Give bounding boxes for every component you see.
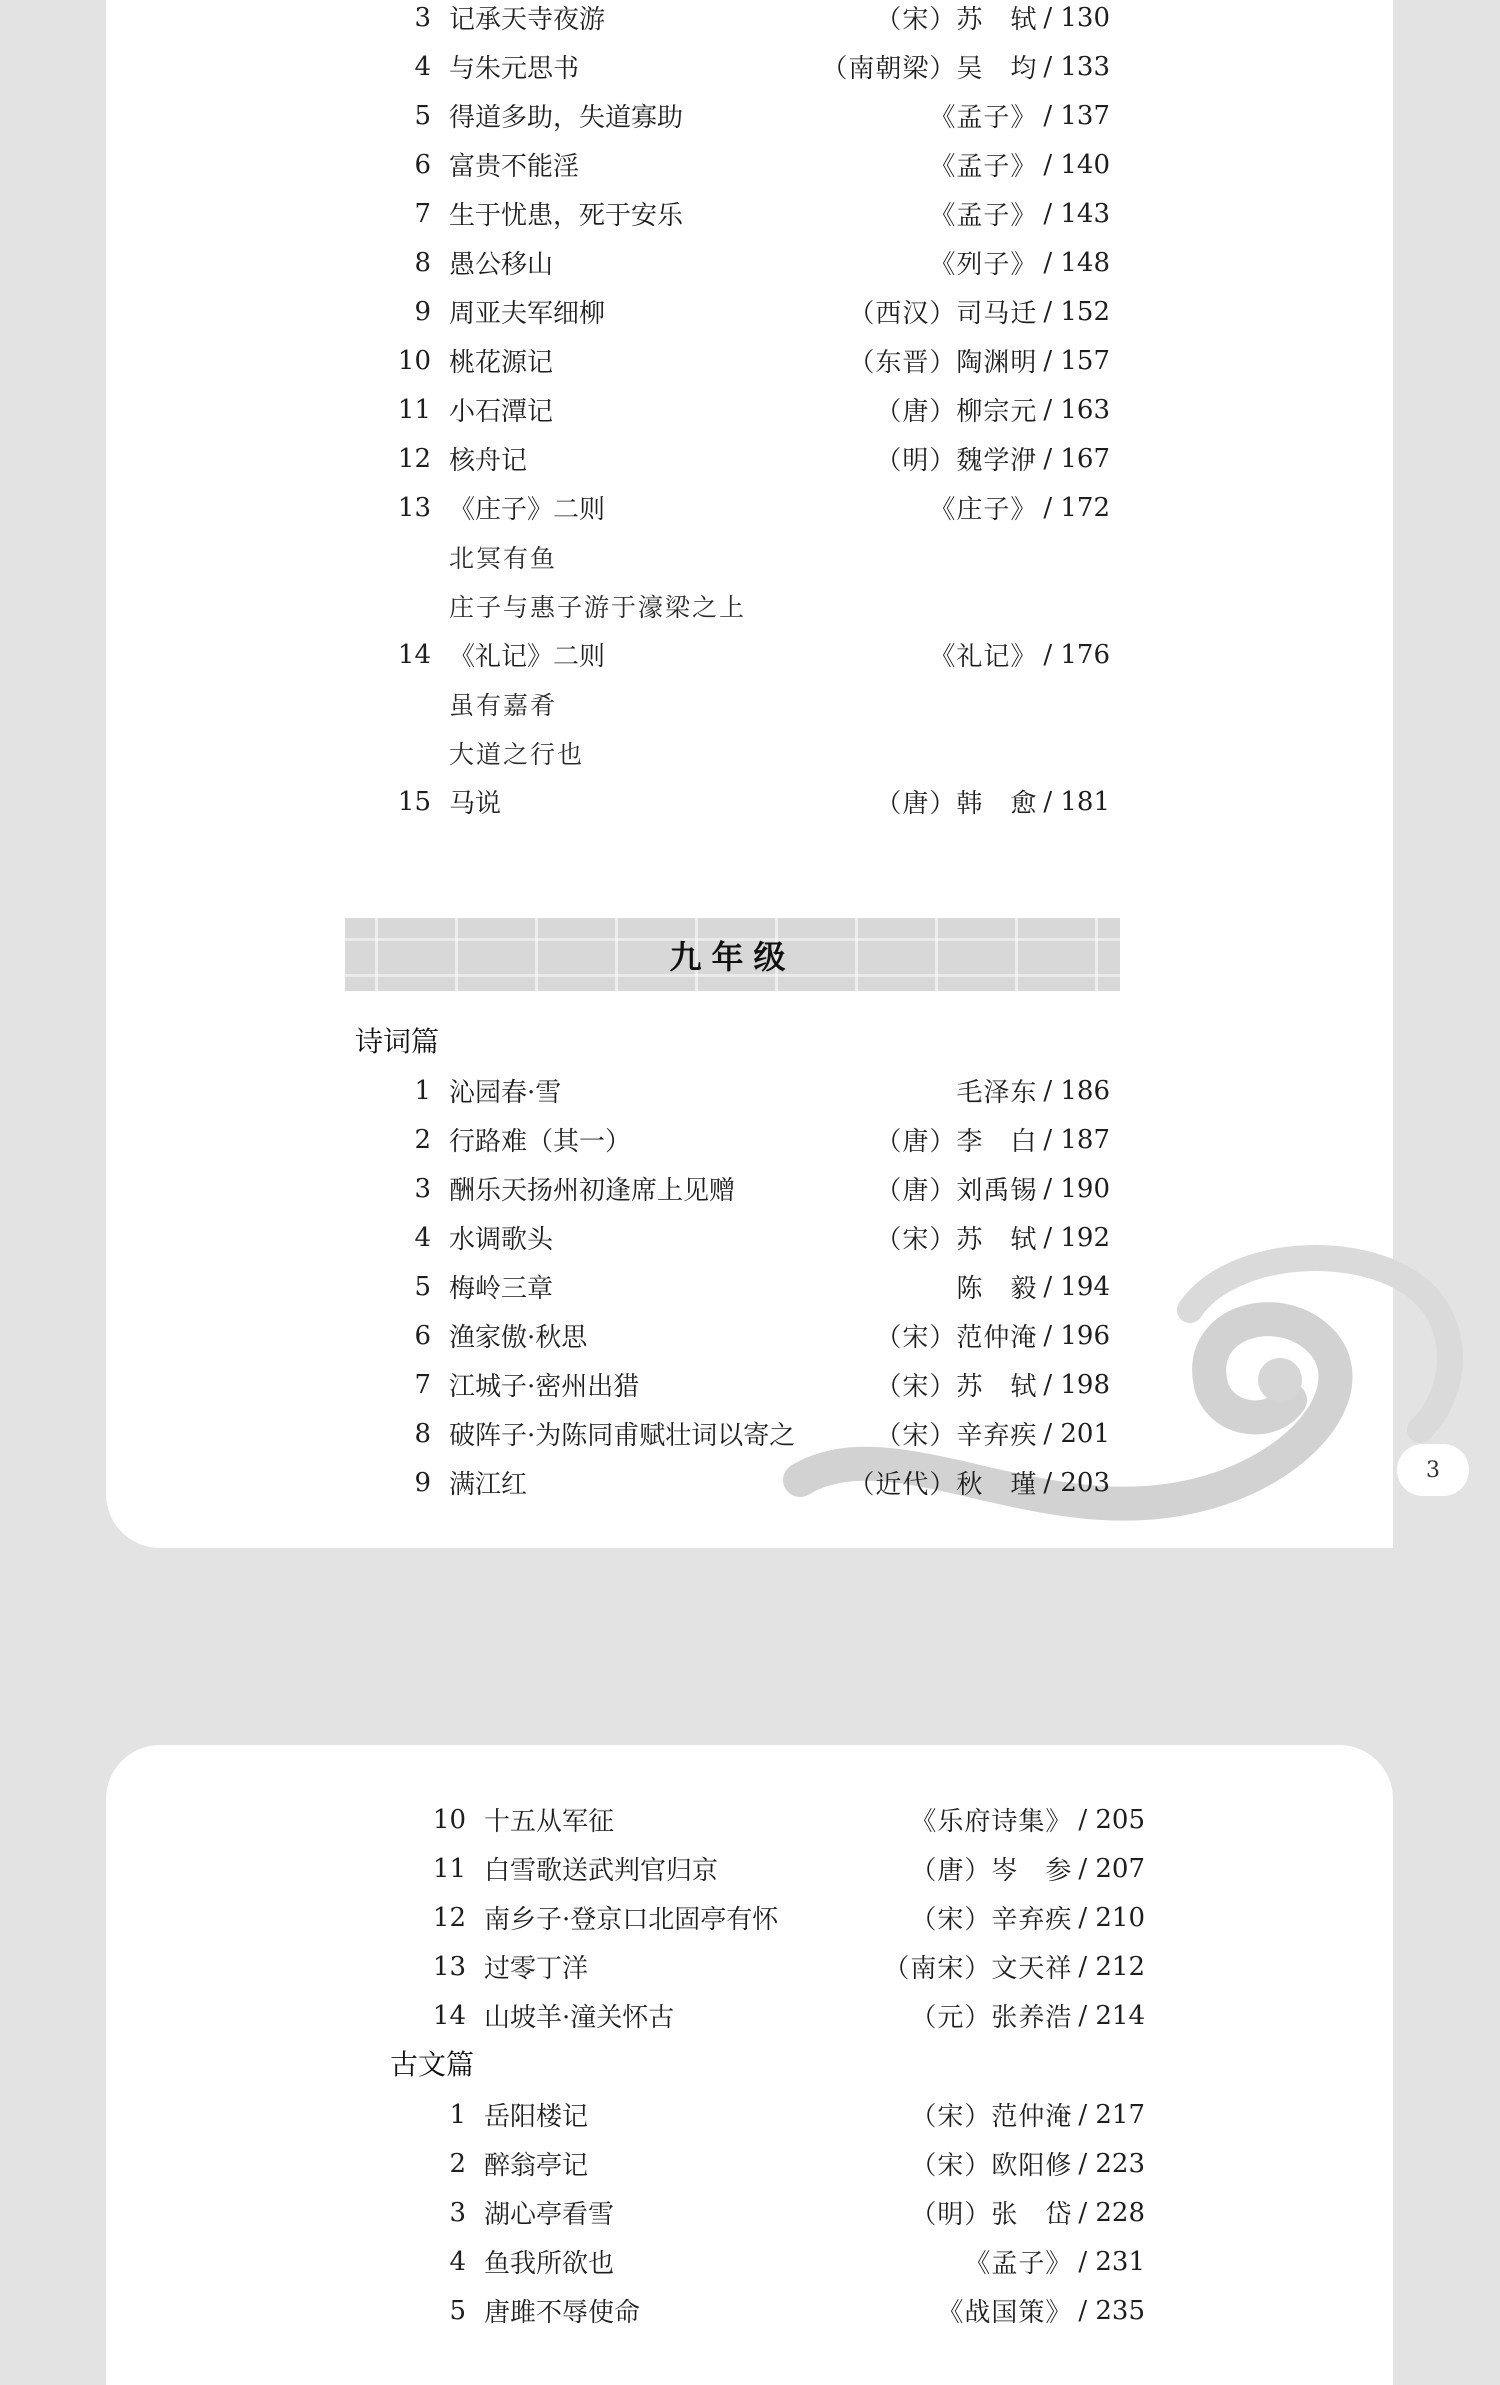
- entry-title: 生于忧患，死于安乐: [449, 201, 684, 231]
- entry-number: 14: [432, 2000, 466, 2031]
- entry-number: 13: [397, 492, 431, 523]
- entry-page: / 203: [1043, 1467, 1110, 1498]
- toc-entry[interactable]: [430, 1844, 1145, 1893]
- toc-entry[interactable]: [430, 2188, 1145, 2237]
- entry-title: 渔家傲·秋思: [449, 1323, 588, 1353]
- entry-author: （元）张养浩: [910, 2003, 1073, 2033]
- entry-title: 得道多助，失道寡助: [449, 103, 684, 133]
- leader-dots: [620, 2200, 904, 2226]
- entry-number: 13: [432, 1951, 466, 1982]
- entry-author: （宋）辛弃疾: [875, 1421, 1038, 1451]
- entry-page: / 140: [1043, 149, 1110, 180]
- entry-title: 过零丁洋: [484, 1954, 589, 1984]
- entry-number: 2: [449, 2148, 466, 2179]
- entry-page: / 133: [1043, 51, 1110, 82]
- entry-number: 10: [432, 1804, 466, 1835]
- entry-number: 1: [414, 1075, 431, 1106]
- entry-author: （唐）李 白: [875, 1127, 1038, 1157]
- entry-page: / 152: [1043, 296, 1110, 327]
- grade-banner-title: 九年级: [669, 937, 796, 976]
- entry-number: 8: [414, 247, 431, 278]
- leader-dots: [585, 54, 815, 80]
- entry-page: / 231: [1078, 2246, 1145, 2277]
- toc-sub-entry[interactable]: 北冥有鱼: [449, 543, 558, 573]
- entry-title: 酬乐天扬州初逢席上见赠: [449, 1176, 736, 1206]
- entry-page: / 148: [1043, 247, 1110, 278]
- entry-number: 1: [449, 2099, 466, 2130]
- entry-author: （西汉）司马迁: [848, 299, 1038, 329]
- leader-dots: [533, 1470, 842, 1496]
- entry-title: 山坡羊·潼关怀古: [484, 2003, 675, 2033]
- entry-page: / 157: [1043, 345, 1110, 376]
- leader-dots: [784, 1905, 904, 1931]
- entry-title: 水调歌头: [449, 1225, 554, 1255]
- entry-title: 十五从军征: [484, 1807, 615, 1837]
- entry-page: / 187: [1043, 1124, 1110, 1155]
- toc-entry[interactable]: [430, 1942, 1145, 1991]
- entry-title: 南乡子·登京口北固亭有怀: [484, 1905, 779, 1935]
- leader-dots: [620, 1807, 904, 1833]
- entry-author: 《孟子》: [929, 152, 1038, 182]
- entry-page: / 163: [1043, 394, 1110, 425]
- leader-dots: [620, 2249, 958, 2275]
- leader-dots: [559, 348, 842, 374]
- entry-number: 15: [397, 786, 431, 817]
- entry-number: 3: [414, 2, 431, 33]
- entry-title: 破阵子·为陈同甫赋壮词以寄之: [449, 1421, 796, 1451]
- toc-entry[interactable]: [395, 777, 1110, 826]
- toc-entry[interactable]: [395, 1409, 1110, 1458]
- toc-entry[interactable]: [395, 1066, 1110, 1115]
- toc-entry[interactable]: [430, 2139, 1145, 2188]
- entry-page: / 198: [1043, 1369, 1110, 1400]
- leader-dots: [724, 1856, 904, 1882]
- leader-dots: [593, 1323, 869, 1349]
- entry-number: 7: [414, 198, 431, 229]
- leader-dots: [611, 642, 923, 668]
- entry-author: 毛泽东: [956, 1078, 1038, 1108]
- entry-page: / 186: [1043, 1075, 1110, 1106]
- entry-author: （明）魏学洢: [875, 446, 1038, 476]
- entry-author: 《战国策》: [937, 2298, 1073, 2328]
- entry-page: / 143: [1043, 198, 1110, 229]
- toc-sub-entry[interactable]: 大道之行也: [449, 739, 585, 769]
- leader-dots: [611, 495, 923, 521]
- entry-author: （宋）苏 轼: [875, 1372, 1038, 1402]
- leader-dots: [741, 1176, 869, 1202]
- entry-number: 3: [414, 1173, 431, 1204]
- entry-author: 《庄子》: [929, 495, 1038, 525]
- leader-dots: [689, 201, 923, 227]
- toc-entry[interactable]: [395, 140, 1110, 189]
- toc-entry[interactable]: [395, 1164, 1110, 1213]
- page-number: 3: [1426, 1457, 1440, 1483]
- leader-dots: [646, 2298, 931, 2324]
- leader-dots: [611, 299, 842, 325]
- toc-entry[interactable]: [430, 1795, 1145, 1844]
- toc-entry[interactable]: [395, 434, 1110, 483]
- entry-number: 14: [397, 639, 431, 670]
- leader-dots: [801, 1421, 869, 1447]
- entry-number: 4: [414, 1222, 431, 1253]
- toc-entry[interactable]: [395, 1115, 1110, 1164]
- entry-title: 《庄子》二则: [449, 495, 606, 525]
- leader-dots: [611, 5, 869, 31]
- entry-title: 桃花源记: [449, 348, 554, 378]
- entry-title: 小石潭记: [449, 397, 554, 427]
- entry-title: 江城子·密州出猎: [449, 1372, 640, 1402]
- section-heading-poetry: 诗词篇: [355, 1025, 440, 1058]
- entry-title: 周亚夫军细柳: [449, 299, 606, 329]
- entry-title: 唐雎不辱使命: [484, 2298, 641, 2328]
- entry-title: 沁园春·雪: [449, 1078, 562, 1108]
- toc-entry[interactable]: [395, 336, 1110, 385]
- toc-list-poetry: [395, 1066, 1110, 1507]
- entry-number: 3: [449, 2197, 466, 2228]
- entry-author: 《乐府诗集》: [910, 1807, 1073, 1837]
- entry-page: / 137: [1043, 100, 1110, 131]
- entry-author: （唐）岑 参: [910, 1856, 1073, 1886]
- toc-entry[interactable]: [395, 189, 1110, 238]
- entry-number: 4: [414, 51, 431, 82]
- entry-title: 与朱元思书: [449, 54, 580, 84]
- entry-title: 满江红: [449, 1470, 528, 1500]
- toc-entry[interactable]: [395, 1360, 1110, 1409]
- entry-author: 《礼记》: [929, 642, 1038, 672]
- entry-number: 7: [414, 1369, 431, 1400]
- entry-author: 陈 毅: [956, 1274, 1038, 1304]
- entry-title: 行路难（其一）: [449, 1127, 632, 1157]
- toc-entry[interactable]: [395, 1458, 1110, 1507]
- entry-number: 2: [414, 1124, 431, 1155]
- entry-title: 愚公移山: [449, 250, 554, 280]
- entry-author: （宋）辛弃疾: [910, 1905, 1073, 1935]
- entry-author: （近代）秋 瑾: [848, 1470, 1038, 1500]
- entry-author: （宋）范仲淹: [875, 1323, 1038, 1353]
- toc-entry[interactable]: [395, 238, 1110, 287]
- entry-author: 《孟子》: [929, 103, 1038, 133]
- entry-number: 5: [414, 100, 431, 131]
- toc-entry[interactable]: [395, 287, 1110, 336]
- page-number-badge: [1397, 1444, 1469, 1496]
- toc-list-prose: [430, 2090, 1145, 2335]
- entry-author: （唐）柳宗元: [875, 397, 1038, 427]
- entry-number: 8: [414, 1418, 431, 1449]
- entry-author: 《孟子》: [964, 2249, 1073, 2279]
- entry-number: 11: [397, 394, 431, 425]
- toc-entry[interactable]: [395, 91, 1110, 140]
- entry-page: / 214: [1078, 2000, 1145, 2031]
- entry-page: / 205: [1078, 1804, 1145, 1835]
- toc-sub-entry[interactable]: 虽有嘉肴: [449, 690, 558, 720]
- entry-title: 白雪歌送武判官归京: [484, 1856, 719, 1886]
- toc-entry[interactable]: [395, 1213, 1110, 1262]
- entry-title: 醉翁亭记: [484, 2151, 589, 2181]
- entry-author: （唐）韩 愈: [875, 789, 1038, 819]
- toc-entry[interactable]: [395, 1262, 1110, 1311]
- entry-author: （明）张 岱: [910, 2200, 1073, 2230]
- entry-page: / 130: [1043, 2, 1110, 33]
- entry-number: 9: [414, 296, 431, 327]
- entry-page: / 194: [1043, 1271, 1110, 1302]
- entry-page: / 181: [1043, 786, 1110, 817]
- entry-number: 6: [414, 1320, 431, 1351]
- entry-page: / 167: [1043, 443, 1110, 474]
- toc-entry[interactable]: [395, 42, 1110, 91]
- entry-page: / 176: [1043, 639, 1110, 670]
- entry-title: 《礼记》二则: [449, 642, 606, 672]
- entry-author: （宋）范仲淹: [910, 2102, 1073, 2132]
- toc-entry[interactable]: [430, 1893, 1145, 1942]
- leader-dots: [645, 1372, 869, 1398]
- entry-author: （东晋）陶渊明: [848, 348, 1038, 378]
- entry-page: / 190: [1043, 1173, 1110, 1204]
- entry-number: 10: [397, 345, 431, 376]
- section-heading-prose: 古文篇: [390, 2048, 475, 2081]
- toc-entry[interactable]: [430, 1991, 1145, 2040]
- leader-dots: [637, 1127, 869, 1153]
- toc-entry[interactable]: [430, 2286, 1145, 2335]
- leader-dots: [559, 397, 869, 423]
- toc-sub-entry[interactable]: 庄子与惠子游于濠梁之上: [449, 592, 747, 622]
- entry-number: 12: [397, 443, 431, 474]
- entry-author: （宋）苏 轼: [875, 5, 1038, 35]
- entry-author: （宋）欧阳修: [910, 2151, 1073, 2181]
- entry-number: 11: [432, 1853, 466, 1884]
- entry-page: / 207: [1078, 1853, 1145, 1884]
- entry-author: （宋）苏 轼: [875, 1225, 1038, 1255]
- grade-banner: [345, 918, 1120, 991]
- toc-entry[interactable]: [430, 2237, 1145, 2286]
- entry-title: 马说: [449, 789, 502, 819]
- leader-dots: [680, 2003, 904, 2029]
- entry-number: 9: [414, 1467, 431, 1498]
- toc-entry[interactable]: [395, 0, 1110, 42]
- entry-page: / 235: [1078, 2295, 1145, 2326]
- entry-page: / 217: [1078, 2099, 1145, 2130]
- leader-dots: [507, 789, 869, 815]
- leader-dots: [689, 103, 923, 129]
- leader-dots: [559, 1274, 950, 1300]
- toc-entry[interactable]: [430, 2090, 1145, 2139]
- entry-number: 12: [432, 1902, 466, 1933]
- leader-dots: [533, 446, 869, 472]
- entry-page: / 196: [1043, 1320, 1110, 1351]
- entry-author: （唐）刘禹锡: [875, 1176, 1038, 1206]
- entry-number: 5: [449, 2295, 466, 2326]
- entry-page: / 223: [1078, 2148, 1145, 2179]
- entry-page: / 201: [1043, 1418, 1110, 1449]
- entry-author: （南宋）文天祥: [883, 1954, 1073, 1984]
- entry-author: （南朝梁）吴 均: [821, 54, 1038, 84]
- entry-author: 《孟子》: [929, 201, 1038, 231]
- leader-dots: [559, 250, 923, 276]
- entry-title: 湖心亭看雪: [484, 2200, 615, 2230]
- toc-list-poetry-continued: [430, 1795, 1145, 2040]
- entry-number: 5: [414, 1271, 431, 1302]
- leader-dots: [585, 152, 923, 178]
- leader-dots: [567, 1078, 950, 1104]
- entry-page: / 210: [1078, 1902, 1145, 1933]
- entry-title: 梅岭三章: [449, 1274, 554, 1304]
- entry-title: 鱼我所欲也: [484, 2249, 615, 2279]
- toc-entry[interactable]: [395, 1311, 1110, 1360]
- entry-title: 记承天寺夜游: [449, 5, 606, 35]
- toc-entry[interactable]: [395, 630, 1110, 679]
- entry-title: 岳阳楼记: [484, 2102, 589, 2132]
- entry-number: 4: [449, 2246, 466, 2277]
- entry-page: / 192: [1043, 1222, 1110, 1253]
- entry-page: / 212: [1078, 1951, 1145, 1982]
- toc-entry[interactable]: [395, 385, 1110, 434]
- entry-title: 核舟记: [449, 446, 528, 476]
- leader-dots: [594, 2102, 904, 2128]
- entry-number: 6: [414, 149, 431, 180]
- leader-dots: [594, 1954, 877, 1980]
- leader-dots: [594, 2151, 904, 2177]
- entry-author: 《列子》: [929, 250, 1038, 280]
- entry-page: / 172: [1043, 492, 1110, 523]
- leader-dots: [559, 1225, 869, 1251]
- toc-list-prose-grade8: [395, 0, 1110, 826]
- entry-page: / 228: [1078, 2197, 1145, 2228]
- toc-entry[interactable]: [395, 483, 1110, 532]
- entry-title: 富贵不能淫: [449, 152, 580, 182]
